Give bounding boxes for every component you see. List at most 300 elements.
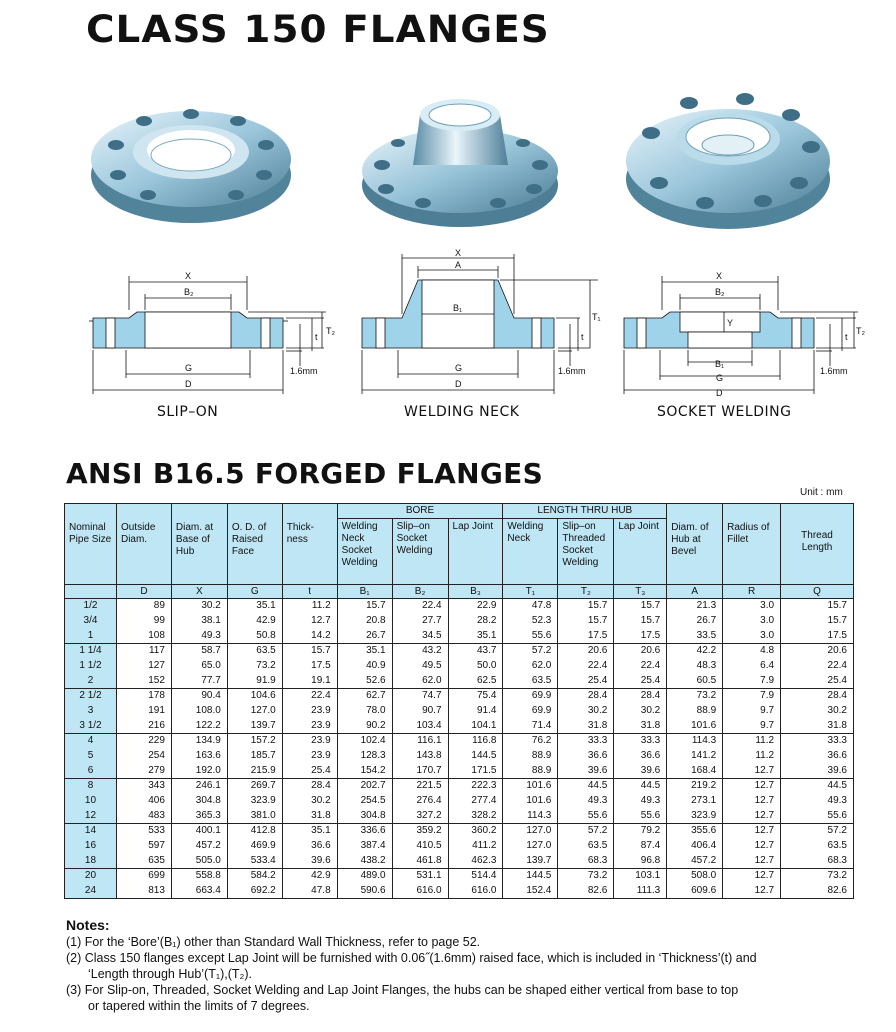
value-cell: 82.6 bbox=[781, 884, 854, 899]
col-header-outside-diam: Outside Diam. bbox=[116, 504, 171, 585]
value-cell: 79.2 bbox=[614, 824, 667, 839]
slip-on-t2-label: T₂ bbox=[326, 326, 335, 336]
table-row bbox=[65, 794, 854, 809]
value-cell: 483 bbox=[116, 809, 171, 824]
col-header-nominal-size: Nominal Pipe Size bbox=[65, 504, 117, 585]
col-header-fillet-radius: Radius of Fillet bbox=[723, 504, 781, 585]
pipe-size-cell: 16 bbox=[65, 839, 117, 854]
value-cell: 101.6 bbox=[503, 779, 558, 794]
socket-welding-y-label: Y bbox=[727, 318, 734, 328]
value-cell: 31.8 bbox=[282, 809, 337, 824]
value-cell: 12.7 bbox=[282, 614, 337, 629]
value-cell: 44.5 bbox=[781, 779, 854, 794]
table-row bbox=[65, 884, 854, 899]
value-cell: 39.6 bbox=[558, 764, 614, 779]
value-cell: 21.3 bbox=[667, 599, 723, 614]
value-cell: 62.5 bbox=[448, 674, 503, 689]
pipe-size-cell: 14 bbox=[65, 824, 117, 839]
table-row bbox=[65, 854, 854, 869]
value-cell: 152 bbox=[116, 674, 171, 689]
value-cell: 15.7 bbox=[781, 614, 854, 629]
value-cell: 114.3 bbox=[667, 734, 723, 749]
value-cell: 7.9 bbox=[723, 674, 781, 689]
value-cell: 12.7 bbox=[723, 839, 781, 854]
pipe-size-cell: 3 1/2 bbox=[65, 719, 117, 734]
value-cell: 35.1 bbox=[337, 644, 392, 659]
value-cell: 584.2 bbox=[227, 869, 282, 884]
flange-dimension-table bbox=[64, 503, 854, 899]
value-cell: 254.5 bbox=[337, 794, 392, 809]
value-cell: 462.3 bbox=[448, 854, 503, 869]
value-cell: 692.2 bbox=[227, 884, 282, 899]
value-cell: 219.2 bbox=[667, 779, 723, 794]
value-cell: 168.4 bbox=[667, 764, 723, 779]
value-cell: 73.2 bbox=[558, 869, 614, 884]
value-cell: 49.3 bbox=[614, 794, 667, 809]
value-cell: 14.2 bbox=[282, 629, 337, 644]
value-cell: 410.5 bbox=[392, 839, 448, 854]
value-cell: 30.2 bbox=[171, 599, 227, 614]
pipe-size-cell: 6 bbox=[65, 764, 117, 779]
value-cell: 73.2 bbox=[667, 689, 723, 704]
value-cell: 20.6 bbox=[614, 644, 667, 659]
symbol-cell: X bbox=[171, 585, 227, 599]
value-cell: 74.7 bbox=[392, 689, 448, 704]
value-cell: 90.7 bbox=[392, 704, 448, 719]
table-row bbox=[65, 749, 854, 764]
value-cell: 43.2 bbox=[392, 644, 448, 659]
value-cell: 33.3 bbox=[614, 734, 667, 749]
symbol-cell: B₃ bbox=[448, 585, 503, 599]
value-cell: 170.7 bbox=[392, 764, 448, 779]
pipe-size-cell: 2 1/2 bbox=[65, 689, 117, 704]
value-cell: 63.5 bbox=[558, 839, 614, 854]
value-cell: 144.5 bbox=[503, 869, 558, 884]
value-cell: 304.8 bbox=[171, 794, 227, 809]
socket-welding-b1-label: B₁ bbox=[715, 359, 725, 369]
value-cell: 15.7 bbox=[282, 644, 337, 659]
value-cell: 22.9 bbox=[448, 599, 503, 614]
value-cell: 62.0 bbox=[392, 674, 448, 689]
value-cell: 111.3 bbox=[614, 884, 667, 899]
pipe-size-cell: 1 1/2 bbox=[65, 659, 117, 674]
value-cell: 457.2 bbox=[171, 839, 227, 854]
value-cell: 279 bbox=[116, 764, 171, 779]
value-cell: 65.0 bbox=[171, 659, 227, 674]
notes-section bbox=[66, 917, 866, 1014]
value-cell: 381.0 bbox=[227, 809, 282, 824]
symbol-cell: B₂ bbox=[392, 585, 448, 599]
value-cell: 50.8 bbox=[227, 629, 282, 644]
welding-neck-x-label: X bbox=[455, 248, 462, 258]
value-cell: 139.7 bbox=[227, 719, 282, 734]
value-cell: 69.9 bbox=[503, 704, 558, 719]
value-cell: 77.7 bbox=[171, 674, 227, 689]
slip-on-flange-photo bbox=[86, 97, 296, 227]
value-cell: 185.7 bbox=[227, 749, 282, 764]
value-cell: 28.2 bbox=[448, 614, 503, 629]
value-cell: 12.7 bbox=[723, 779, 781, 794]
col-header-raised-face-od: O. D. of Raised Face bbox=[227, 504, 282, 585]
value-cell: 30.2 bbox=[558, 704, 614, 719]
value-cell: 663.4 bbox=[171, 884, 227, 899]
group-header-bore: BORE bbox=[337, 504, 503, 519]
symbol-cell: A bbox=[667, 585, 723, 599]
value-cell: 38.1 bbox=[171, 614, 227, 629]
value-cell: 9.7 bbox=[723, 719, 781, 734]
value-cell: 42.9 bbox=[282, 869, 337, 884]
value-cell: 62.7 bbox=[337, 689, 392, 704]
value-cell: 23.9 bbox=[282, 719, 337, 734]
value-cell: 411.2 bbox=[448, 839, 503, 854]
value-cell: 47.8 bbox=[282, 884, 337, 899]
col-header-thickness: Thick- ness bbox=[282, 504, 337, 585]
value-cell: 22.4 bbox=[614, 659, 667, 674]
value-cell: 12.7 bbox=[723, 854, 781, 869]
value-cell: 192.0 bbox=[171, 764, 227, 779]
value-cell: 22.4 bbox=[392, 599, 448, 614]
value-cell: 813 bbox=[116, 884, 171, 899]
value-cell: 139.7 bbox=[503, 854, 558, 869]
socket-welding-t-label: t bbox=[845, 332, 848, 342]
slip-on-caption: SLIP–ON bbox=[157, 404, 219, 420]
value-cell: 141.2 bbox=[667, 749, 723, 764]
value-cell: 28.4 bbox=[558, 689, 614, 704]
table-row bbox=[65, 764, 854, 779]
col-header-thread-length: Thread Length bbox=[781, 504, 854, 585]
value-cell: 22.4 bbox=[781, 659, 854, 674]
value-cell: 68.3 bbox=[781, 854, 854, 869]
value-cell: 55.6 bbox=[503, 629, 558, 644]
value-cell: 26.7 bbox=[667, 614, 723, 629]
value-cell: 60.5 bbox=[667, 674, 723, 689]
value-cell: 62.0 bbox=[503, 659, 558, 674]
value-cell: 533.4 bbox=[227, 854, 282, 869]
value-cell: 103.4 bbox=[392, 719, 448, 734]
slip-on-d-label: D bbox=[185, 379, 192, 389]
welding-neck-diagram bbox=[358, 248, 601, 400]
value-cell: 17.5 bbox=[558, 629, 614, 644]
value-cell: 114.3 bbox=[503, 809, 558, 824]
value-cell: 52.6 bbox=[337, 674, 392, 689]
value-cell: 47.8 bbox=[503, 599, 558, 614]
slip-on-t-label: t bbox=[315, 332, 318, 342]
slip-on-g-label: G bbox=[185, 363, 193, 373]
value-cell: 215.9 bbox=[227, 764, 282, 779]
value-cell: 55.6 bbox=[614, 809, 667, 824]
table-row bbox=[65, 704, 854, 719]
pipe-size-cell: 1 bbox=[65, 629, 117, 644]
socket-welding-flange-photo bbox=[623, 87, 833, 232]
value-cell: 31.8 bbox=[558, 719, 614, 734]
value-cell: 63.5 bbox=[781, 839, 854, 854]
value-cell: 44.5 bbox=[558, 779, 614, 794]
value-cell: 25.4 bbox=[282, 764, 337, 779]
value-cell: 269.7 bbox=[227, 779, 282, 794]
value-cell: 39.6 bbox=[781, 764, 854, 779]
value-cell: 323.9 bbox=[667, 809, 723, 824]
value-cell: 558.8 bbox=[171, 869, 227, 884]
value-cell: 7.9 bbox=[723, 689, 781, 704]
value-cell: 57.2 bbox=[558, 824, 614, 839]
pipe-size-cell: 24 bbox=[65, 884, 117, 899]
slip-on-gap-label: 1.6mm bbox=[290, 366, 318, 376]
value-cell: 3.0 bbox=[723, 629, 781, 644]
value-cell: 23.9 bbox=[282, 749, 337, 764]
value-cell: 9.7 bbox=[723, 704, 781, 719]
value-cell: 163.6 bbox=[171, 749, 227, 764]
value-cell: 91.9 bbox=[227, 674, 282, 689]
col-header-hub-bevel-diam: Diam. of Hub at Bevel bbox=[667, 504, 723, 585]
value-cell: 91.4 bbox=[448, 704, 503, 719]
table-row bbox=[65, 869, 854, 884]
pipe-size-cell: 3 bbox=[65, 704, 117, 719]
value-cell: 514.4 bbox=[448, 869, 503, 884]
table-row bbox=[65, 779, 854, 794]
pipe-size-cell: 4 bbox=[65, 734, 117, 749]
value-cell: 28.4 bbox=[781, 689, 854, 704]
value-cell: 33.3 bbox=[781, 734, 854, 749]
col-header-length-slip-on: Slip–on Threaded Socket Welding bbox=[558, 519, 614, 585]
value-cell: 12.7 bbox=[723, 824, 781, 839]
value-cell: 406.4 bbox=[667, 839, 723, 854]
value-cell: 489.0 bbox=[337, 869, 392, 884]
socket-welding-x-label: X bbox=[716, 271, 723, 281]
welding-neck-t1-label: T₁ bbox=[592, 312, 601, 322]
col-header-hub-base-diam: Diam. at Base of Hub bbox=[171, 504, 227, 585]
value-cell: 88.9 bbox=[667, 704, 723, 719]
slip-on-diagram bbox=[86, 270, 356, 400]
socket-welding-d-label: D bbox=[716, 388, 723, 398]
value-cell: 55.6 bbox=[558, 809, 614, 824]
value-cell: 505.0 bbox=[171, 854, 227, 869]
value-cell: 90.4 bbox=[171, 689, 227, 704]
value-cell: 28.4 bbox=[614, 689, 667, 704]
value-cell: 508.0 bbox=[667, 869, 723, 884]
value-cell: 36.6 bbox=[558, 749, 614, 764]
value-cell: 49.3 bbox=[558, 794, 614, 809]
value-cell: 12.7 bbox=[723, 794, 781, 809]
value-cell: 336.6 bbox=[337, 824, 392, 839]
value-cell: 31.8 bbox=[781, 719, 854, 734]
socket-welding-gap-label: 1.6mm bbox=[820, 366, 848, 376]
table-title: ANSI B16.5 FORGED FLANGES bbox=[66, 457, 544, 490]
group-header-length-thru-hub: LENGTH THRU HUB bbox=[503, 504, 667, 519]
symbol-cell bbox=[65, 585, 117, 599]
value-cell: 216 bbox=[116, 719, 171, 734]
value-cell: 25.4 bbox=[558, 674, 614, 689]
value-cell: 127.0 bbox=[227, 704, 282, 719]
symbol-cell: T₂ bbox=[558, 585, 614, 599]
value-cell: 34.5 bbox=[392, 629, 448, 644]
value-cell: 116.1 bbox=[392, 734, 448, 749]
value-cell: 90.2 bbox=[337, 719, 392, 734]
value-cell: 304.8 bbox=[337, 809, 392, 824]
value-cell: 23.9 bbox=[282, 704, 337, 719]
welding-neck-flange-photo bbox=[358, 85, 563, 230]
value-cell: 36.6 bbox=[781, 749, 854, 764]
welding-neck-d-label: D bbox=[455, 379, 462, 389]
value-cell: 68.3 bbox=[558, 854, 614, 869]
value-cell: 42.2 bbox=[667, 644, 723, 659]
value-cell: 154.2 bbox=[337, 764, 392, 779]
value-cell: 15.7 bbox=[558, 614, 614, 629]
value-cell: 20.6 bbox=[781, 644, 854, 659]
value-cell: 15.7 bbox=[337, 599, 392, 614]
value-cell: 127.0 bbox=[503, 824, 558, 839]
value-cell: 254 bbox=[116, 749, 171, 764]
value-cell: 17.5 bbox=[614, 629, 667, 644]
value-cell: 469.9 bbox=[227, 839, 282, 854]
value-cell: 609.6 bbox=[667, 884, 723, 899]
value-cell: 40.9 bbox=[337, 659, 392, 674]
value-cell: 39.6 bbox=[282, 854, 337, 869]
pipe-size-cell: 3/4 bbox=[65, 614, 117, 629]
table-row bbox=[65, 659, 854, 674]
col-header-bore-welding-neck: Welding Neck Socket Welding bbox=[337, 519, 392, 585]
value-cell: 73.2 bbox=[227, 659, 282, 674]
symbol-cell: T₃ bbox=[614, 585, 667, 599]
value-cell: 273.1 bbox=[667, 794, 723, 809]
note-3: (3) For Slip-on, Threaded, Socket Welding and Lap Joint Flanges, the hubs can be shaped either vertical from base to top bbox=[66, 983, 739, 997]
value-cell: 30.2 bbox=[614, 704, 667, 719]
value-cell: 387.4 bbox=[337, 839, 392, 854]
value-cell: 104.1 bbox=[448, 719, 503, 734]
value-cell: 76.2 bbox=[503, 734, 558, 749]
value-cell: 30.2 bbox=[781, 704, 854, 719]
value-cell: 103.1 bbox=[614, 869, 667, 884]
value-cell: 323.9 bbox=[227, 794, 282, 809]
value-cell: 108 bbox=[116, 629, 171, 644]
value-cell: 27.7 bbox=[392, 614, 448, 629]
value-cell: 88.9 bbox=[503, 764, 558, 779]
value-cell: 36.6 bbox=[614, 749, 667, 764]
value-cell: 49.5 bbox=[392, 659, 448, 674]
value-cell: 19.1 bbox=[282, 674, 337, 689]
value-cell: 48.3 bbox=[667, 659, 723, 674]
slip-on-x-label: X bbox=[185, 271, 192, 281]
value-cell: 58.7 bbox=[171, 644, 227, 659]
value-cell: 69.9 bbox=[503, 689, 558, 704]
value-cell: 96.8 bbox=[614, 854, 667, 869]
value-cell: 3.0 bbox=[723, 614, 781, 629]
symbol-cell: B₁ bbox=[337, 585, 392, 599]
value-cell: 597 bbox=[116, 839, 171, 854]
value-cell: 15.7 bbox=[781, 599, 854, 614]
value-cell: 533 bbox=[116, 824, 171, 839]
value-cell: 78.0 bbox=[337, 704, 392, 719]
welding-neck-b1-label: B₁ bbox=[453, 303, 463, 313]
value-cell: 26.7 bbox=[337, 629, 392, 644]
value-cell: 221.5 bbox=[392, 779, 448, 794]
table-row bbox=[65, 809, 854, 824]
value-cell: 229 bbox=[116, 734, 171, 749]
value-cell: 25.4 bbox=[614, 674, 667, 689]
value-cell: 406 bbox=[116, 794, 171, 809]
welding-neck-gap-label: 1.6mm bbox=[558, 366, 586, 376]
value-cell: 20.6 bbox=[558, 644, 614, 659]
symbol-cell: Q bbox=[781, 585, 854, 599]
value-cell: 99 bbox=[116, 614, 171, 629]
value-cell: 17.5 bbox=[282, 659, 337, 674]
value-cell: 276.4 bbox=[392, 794, 448, 809]
value-cell: 116.8 bbox=[448, 734, 503, 749]
welding-neck-t-label: t bbox=[581, 332, 584, 342]
value-cell: 101.6 bbox=[667, 719, 723, 734]
note-1: (1) For the ‘Bore’(B₁) other than Standard Wall Thickness, refer to page 52. bbox=[66, 935, 481, 949]
value-cell: 22.4 bbox=[558, 659, 614, 674]
value-cell: 12.7 bbox=[723, 764, 781, 779]
value-cell: 33.3 bbox=[558, 734, 614, 749]
value-cell: 635 bbox=[116, 854, 171, 869]
note-2: (2) Class 150 flanges except Lap Joint will be furnished with 0.06˝(1.6mm) raised face, which is included in ‘Thickness’(t) and bbox=[66, 951, 757, 965]
value-cell: 3.0 bbox=[723, 599, 781, 614]
notes-title: Notes: bbox=[66, 917, 110, 933]
table-row bbox=[65, 599, 854, 614]
value-cell: 15.7 bbox=[614, 599, 667, 614]
value-cell: 222.3 bbox=[448, 779, 503, 794]
slip-on-b2-label: B₂ bbox=[184, 287, 194, 297]
value-cell: 277.4 bbox=[448, 794, 503, 809]
value-cell: 104.6 bbox=[227, 689, 282, 704]
value-cell: 157.2 bbox=[227, 734, 282, 749]
table-row bbox=[65, 824, 854, 839]
socket-welding-caption: SOCKET WELDING bbox=[657, 404, 792, 420]
welding-neck-a-label: A bbox=[455, 260, 462, 270]
value-cell: 55.6 bbox=[781, 809, 854, 824]
value-cell: 461.8 bbox=[392, 854, 448, 869]
note-3-continued: or tapered within the limits of 7 degrees. bbox=[88, 999, 310, 1013]
pipe-size-cell: 10 bbox=[65, 794, 117, 809]
unit-label: Unit : mm bbox=[800, 487, 843, 498]
value-cell: 152.4 bbox=[503, 884, 558, 899]
value-cell: 102.4 bbox=[337, 734, 392, 749]
value-cell: 49.3 bbox=[171, 629, 227, 644]
value-cell: 23.9 bbox=[282, 734, 337, 749]
value-cell: 57.2 bbox=[781, 824, 854, 839]
value-cell: 122.2 bbox=[171, 719, 227, 734]
symbol-cell: R bbox=[723, 585, 781, 599]
value-cell: 89 bbox=[116, 599, 171, 614]
value-cell: 143.8 bbox=[392, 749, 448, 764]
value-cell: 359.2 bbox=[392, 824, 448, 839]
value-cell: 171.5 bbox=[448, 764, 503, 779]
symbol-cell: t bbox=[282, 585, 337, 599]
value-cell: 63.5 bbox=[503, 674, 558, 689]
value-cell: 457.2 bbox=[667, 854, 723, 869]
value-cell: 52.3 bbox=[503, 614, 558, 629]
welding-neck-caption: WELDING NECK bbox=[404, 404, 520, 420]
value-cell: 88.9 bbox=[503, 749, 558, 764]
value-cell: 57.2 bbox=[503, 644, 558, 659]
pipe-size-cell: 2 bbox=[65, 674, 117, 689]
col-header-length-welding-neck: Welding Neck bbox=[503, 519, 558, 585]
symbol-cell: T₁ bbox=[503, 585, 558, 599]
value-cell: 343 bbox=[116, 779, 171, 794]
table-row bbox=[65, 734, 854, 749]
socket-welding-b2-label: B₂ bbox=[715, 287, 725, 297]
value-cell: 22.4 bbox=[282, 689, 337, 704]
value-cell: 327.2 bbox=[392, 809, 448, 824]
table-body bbox=[65, 599, 854, 899]
value-cell: 35.1 bbox=[448, 629, 503, 644]
value-cell: 355.6 bbox=[667, 824, 723, 839]
value-cell: 412.8 bbox=[227, 824, 282, 839]
col-header-bore-lap-joint: Lap Joint bbox=[448, 519, 503, 585]
symbol-cell: G bbox=[227, 585, 282, 599]
pipe-size-cell: 12 bbox=[65, 809, 117, 824]
value-cell: 12.7 bbox=[723, 884, 781, 899]
